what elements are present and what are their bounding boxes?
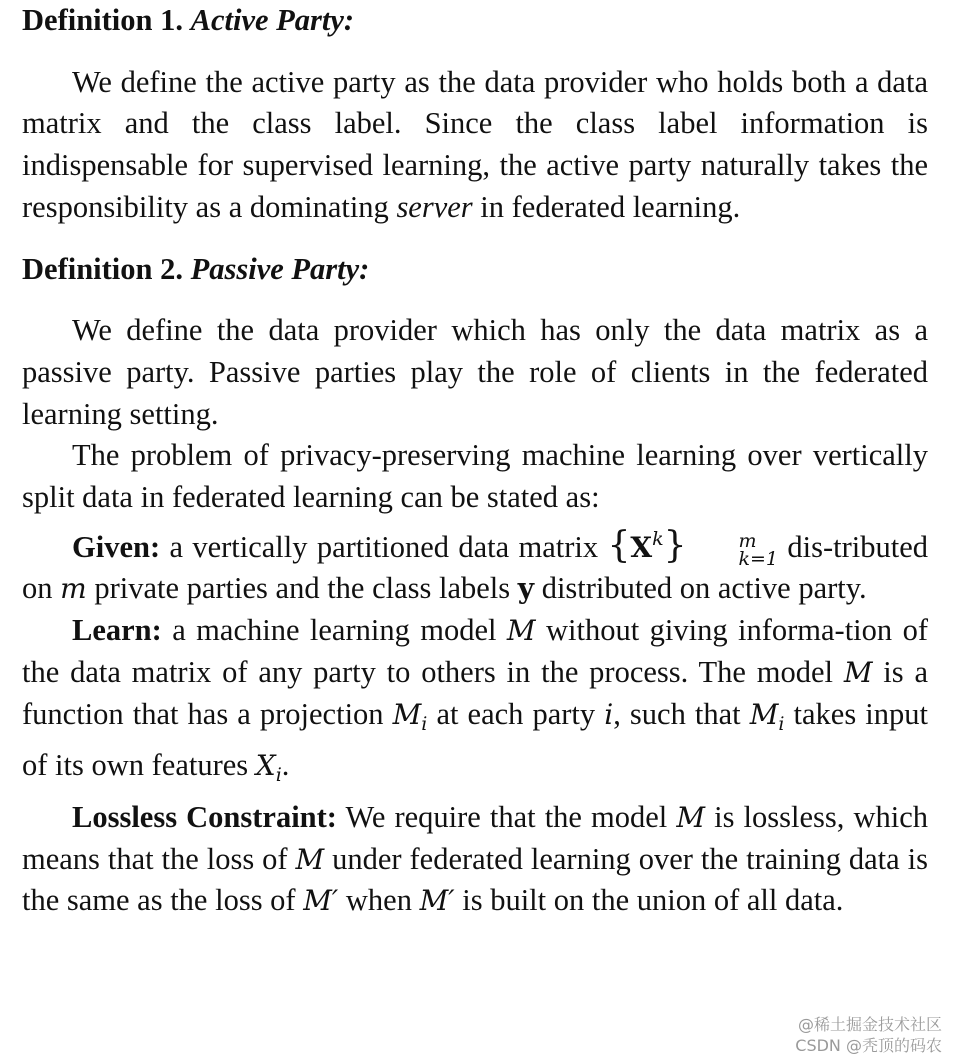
watermark (795, 1014, 942, 1056)
definition-1-text-b: in federated learning. (472, 189, 741, 224)
math-y: y (517, 572, 535, 606)
watermark-line-1: @稀土掘金技术社区 (797, 1015, 942, 1034)
given-text-a: a vertically partitioned data matrix (160, 529, 608, 564)
definition-1-label: Definition 1. (22, 3, 183, 37)
learn-text-c: is a function that has a projection (22, 654, 928, 731)
paper-page (22, 0, 928, 922)
definition-1-body (22, 62, 928, 229)
math-i: i (604, 697, 614, 731)
math-M-i-2 (749, 697, 785, 735)
problem-intro: The problem of privacy-preserving machine learning over vertically split data in federated learning can be stated as: (22, 438, 928, 515)
lossless-paragraph (22, 797, 928, 922)
lossless-text-e: is built on the union of all data. (454, 883, 844, 918)
learn-text-a: a machine learning model (161, 613, 507, 648)
math-M-4: M (295, 842, 325, 876)
math-M-3: M (676, 800, 706, 834)
definition-1-text-a: We define the active party as the data provider who holds both a data matrix and the class label. Since the class label information is indispensable for supervised learning, the active party naturally takes the responsibility as a dominating (22, 64, 928, 224)
math-m: m (60, 572, 87, 606)
given-paragraph (22, 519, 928, 610)
formula-upper-m: m (738, 529, 757, 552)
lossless-text-b: is lossless, which means that the loss of (22, 799, 928, 876)
definition-2-body: We define the data provider which has only the data matrix as a passive party. Passive parties play the role of clients in the federated learning setting. (22, 313, 928, 431)
definition-2-heading (22, 249, 928, 291)
formula-limits (689, 529, 779, 570)
math-M-i-2-sub: i (778, 712, 785, 735)
definition-1-heading (22, 0, 928, 42)
brace-open: { (607, 524, 631, 566)
learn-text-e: , such that (613, 696, 750, 731)
learn-label: Learn: (72, 613, 162, 648)
math-M-2: M (843, 655, 873, 689)
given-text-b: dis-tributed on (22, 529, 928, 606)
learn-text-b: without giving informa-tion of the data matrix of any party to others in the process. The model (22, 613, 928, 689)
definition-2-label: Definition 2. (22, 251, 183, 286)
given-label: Given: (72, 529, 161, 564)
math-X-i (255, 748, 282, 787)
learn-text-f: takes input of its own features (22, 696, 928, 783)
watermark-line-2: CSDN @秃顶的码农 (795, 1036, 942, 1055)
math-M-i-2-base: M (749, 697, 779, 731)
math-X-i-sub: i (275, 764, 282, 787)
learn-text-d: at each party (427, 696, 605, 731)
math-M-i (392, 697, 428, 735)
math-M-prime-1: M′ (303, 884, 339, 918)
math-M-prime-2: M′ (419, 884, 455, 918)
brace-close: } (663, 524, 687, 566)
given-text-c: private parties and the class labels (86, 571, 518, 606)
lossless-label: Lossless Constraint: (72, 799, 337, 834)
lossless-text-d: when (338, 883, 420, 918)
math-X-i-base: X (255, 749, 276, 783)
definition-1-title: Active Party: (190, 3, 355, 37)
formula-lower-k-eq-1: k=1 (738, 547, 779, 570)
lossless-text-c: under federated learning over the training data is the same as the loss of (22, 841, 928, 918)
math-M-1: M (506, 614, 536, 648)
definition-2-title: Passive Party: (190, 251, 370, 286)
definition-1-emphasis: server (396, 189, 473, 224)
math-M-i-sub: i (421, 712, 428, 735)
learn-text-g: . (281, 748, 290, 783)
formula-sup-k: k (652, 527, 664, 550)
lossless-text-a: We require that the model (336, 799, 677, 834)
data-matrix-formula (607, 524, 779, 570)
formula-X: X (630, 530, 653, 564)
learn-paragraph (22, 610, 928, 797)
given-text-d: distributed on active party. (534, 571, 867, 606)
math-M-i-base: M (392, 697, 422, 731)
